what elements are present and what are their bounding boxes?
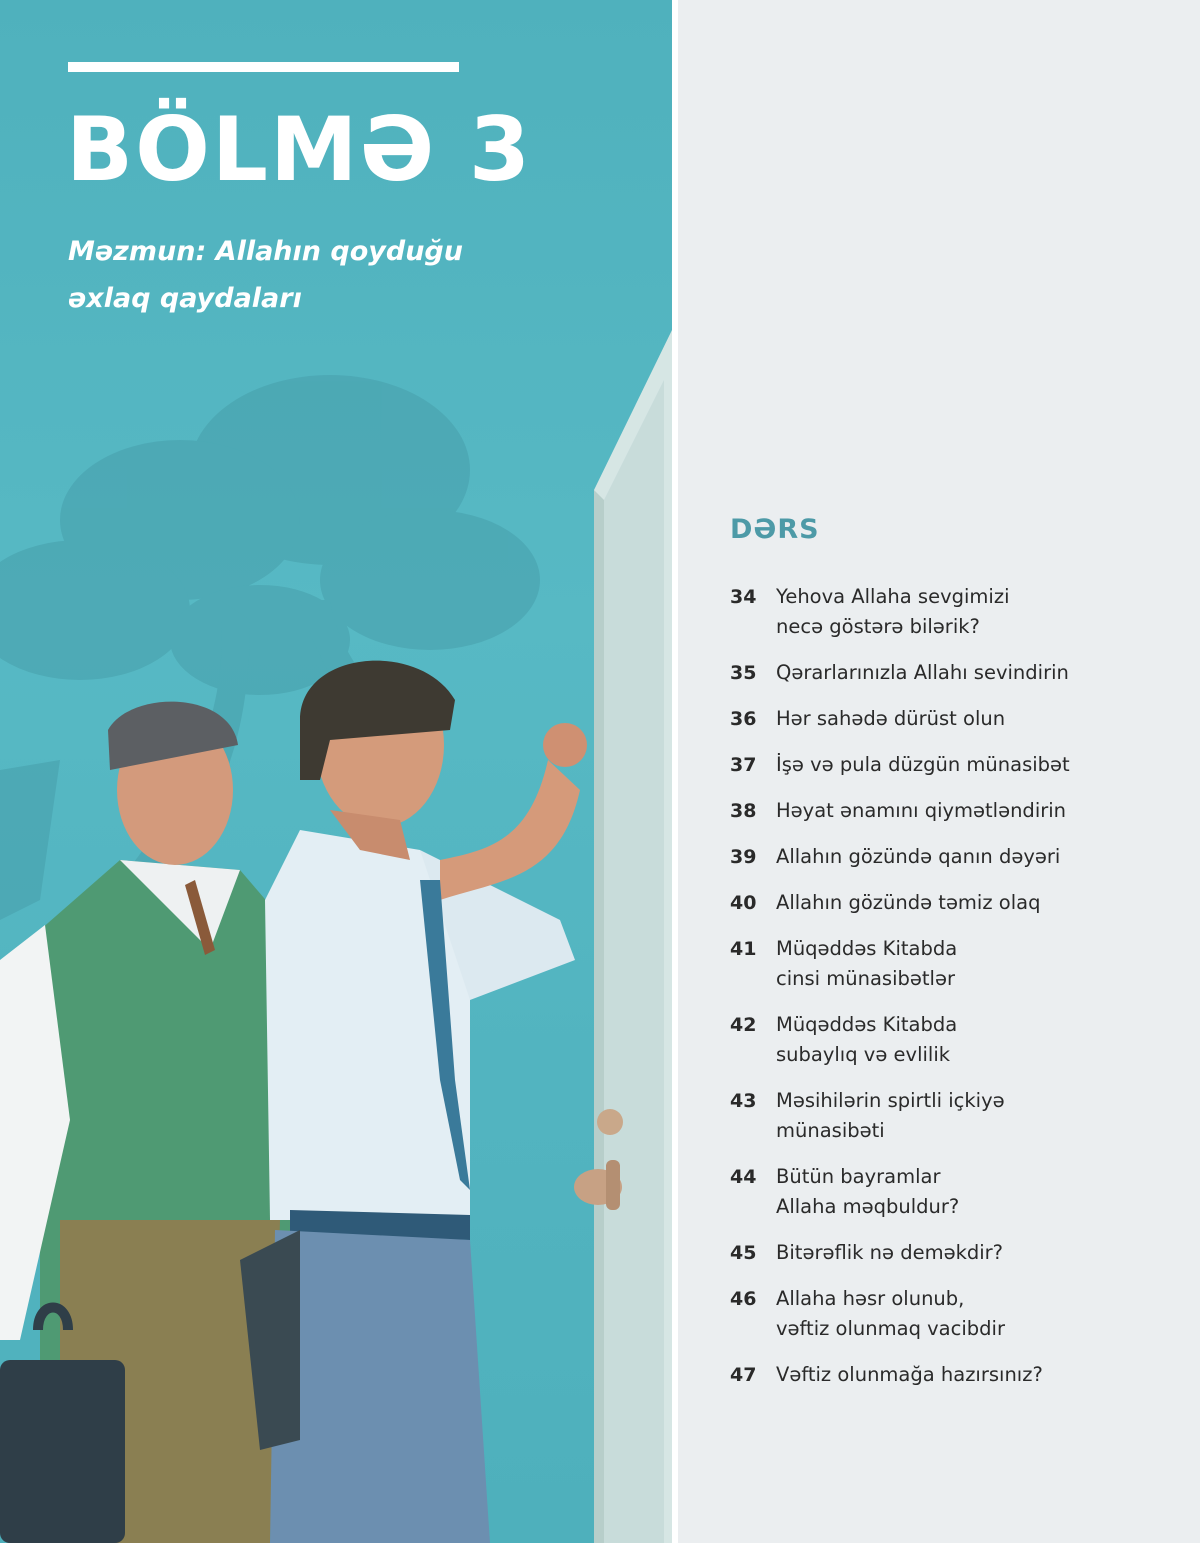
tree-silhouette [0,375,540,920]
lesson-number: 46 [730,1288,757,1310]
lesson-item[interactable] [730,1284,1190,1344]
lesson-title: Müqəddəs Kitabda cinsi münasibətlər [776,937,958,990]
lesson-title: Allaha həsr olunub, vəftiz olunmaq vacibdir [776,1287,1005,1340]
lesson-title: Qərarlarınızla Allahı sevindirin [776,661,1069,684]
lesson-title: Vəftiz olunmağa hazırsınız? [776,1363,1043,1386]
lesson-item[interactable] [730,1010,1190,1070]
lesson-number: 41 [730,938,757,960]
lesson-title: Həyat ənamını qiymətləndirin [776,799,1067,822]
lesson-number: 45 [730,1242,757,1264]
lesson-item[interactable] [730,1086,1190,1146]
lesson-title: İşə və pula düzgün münasibət [776,753,1070,776]
lesson-title: Müqəddəs Kitabda subaylıq və evlilik [776,1013,958,1066]
lesson-item[interactable] [730,582,1190,642]
lesson-title: Bitərəflik nə deməkdir? [776,1241,1004,1264]
lesson-item[interactable] [730,1360,1190,1390]
lesson-number: 43 [730,1090,757,1112]
section-subtitle-text: Məzmun: Allahın qoyduğu əxlaq qaydaları [68,236,463,314]
title-rule [68,62,459,72]
lesson-number: 38 [730,800,757,822]
lessons-heading: DƏRS [730,514,820,545]
lesson-title: Bütün bayramlar Allaha məqbuldur? [776,1165,960,1218]
lessons-panel [678,0,1200,1543]
lesson-number: 39 [730,846,757,868]
lesson-number: 35 [730,662,757,684]
lesson-item[interactable] [730,842,1190,872]
young-man-figure [240,661,587,1543]
lesson-title: Yehova Allaha sevgimizi necə göstərə bilərik? [776,585,1010,638]
lesson-item[interactable] [730,704,1190,734]
section-title: BÖLMƏ 3 [66,98,533,201]
lesson-number: 37 [730,754,757,776]
lesson-title: Allahın gözündə təmiz olaq [776,891,1041,914]
lesson-item[interactable] [730,796,1190,826]
lesson-title: Allahın gözündə qanın dəyəri [776,845,1061,868]
lesson-item[interactable] [730,1238,1190,1268]
lesson-number: 36 [730,708,757,730]
lesson-number: 44 [730,1166,757,1188]
lesson-number: 42 [730,1014,757,1036]
lesson-item[interactable] [730,1162,1190,1222]
lesson-item[interactable] [730,934,1190,994]
lesson-item[interactable] [730,750,1190,780]
lessons-list [730,582,1190,1406]
section-subtitle [68,228,488,322]
lesson-number: 40 [730,892,757,914]
door [574,330,672,1543]
lesson-title: Məsihilərin spirtli içkiyə münasibəti [776,1089,1005,1142]
lesson-item[interactable] [730,888,1190,918]
lesson-item[interactable] [730,658,1190,688]
lesson-number: 47 [730,1364,757,1386]
lesson-number: 34 [730,586,757,608]
lesson-title: Hər sahədə dürüst olun [776,707,1006,730]
